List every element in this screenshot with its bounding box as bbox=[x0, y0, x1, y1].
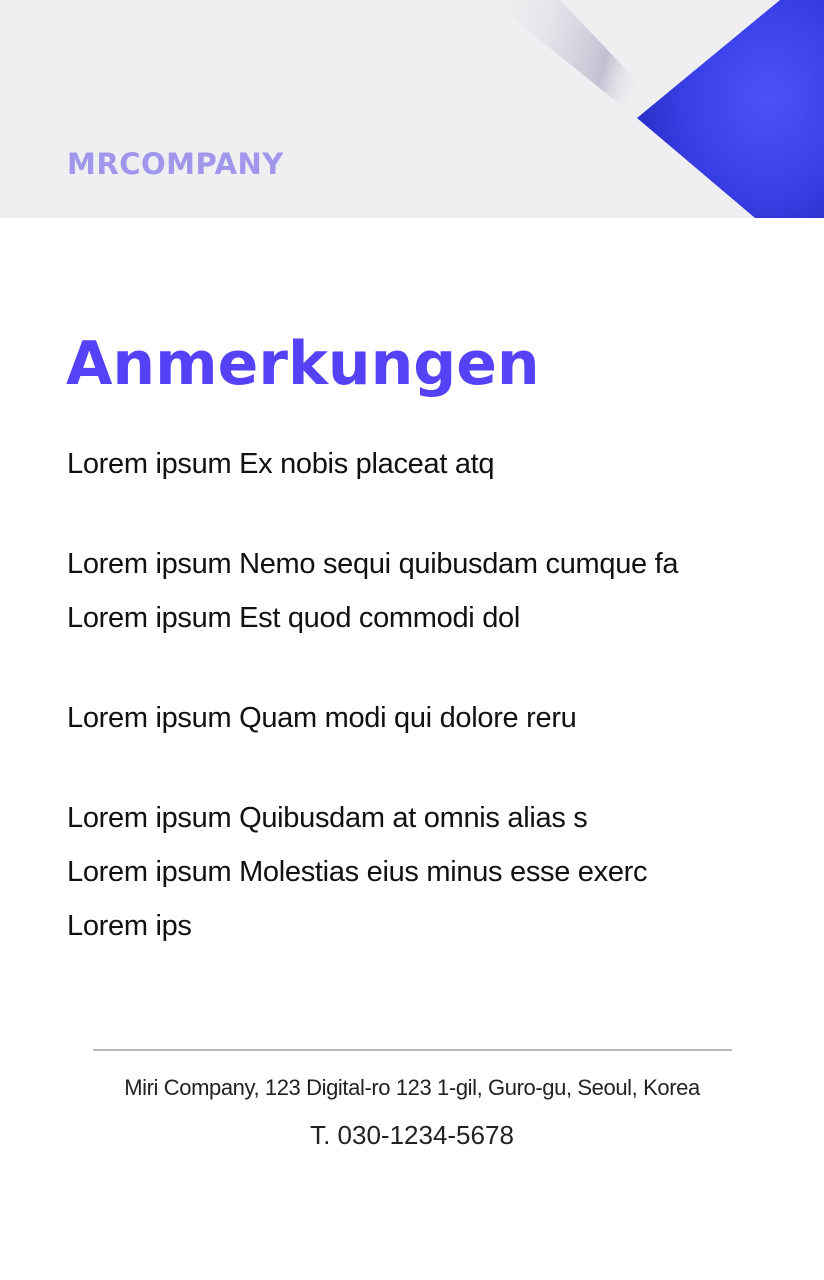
note-line: Lorem ipsum Est quod commodi dol bbox=[67, 602, 520, 634]
note-line: Lorem ipsum Nemo sequi quibusdam cumque fa bbox=[67, 548, 679, 580]
page-title: Anmerkungen bbox=[66, 329, 540, 399]
note-line: Lorem ips bbox=[67, 910, 192, 942]
note-line: Lorem ipsum Molestias eius minus esse exerc bbox=[67, 856, 648, 888]
note-line: Lorem ipsum Ex nobis placeat atq bbox=[67, 448, 495, 480]
brand-logo: MRCOMPANY bbox=[67, 147, 284, 181]
note-line: Lorem ipsum Quibusdam at omnis alias s bbox=[67, 802, 588, 834]
footer-address: Miri Company, 123 Digital-ro 123 1-gil, Guro-gu, Seoul, Korea bbox=[124, 1075, 700, 1100]
decorative-shape-icon bbox=[0, 0, 824, 218]
header-banner bbox=[0, 0, 824, 218]
footer-divider bbox=[93, 1049, 732, 1051]
footer-phone: T. 030-1234-5678 bbox=[310, 1120, 514, 1150]
note-line: Lorem ipsum Quam modi qui dolore reru bbox=[67, 702, 577, 734]
